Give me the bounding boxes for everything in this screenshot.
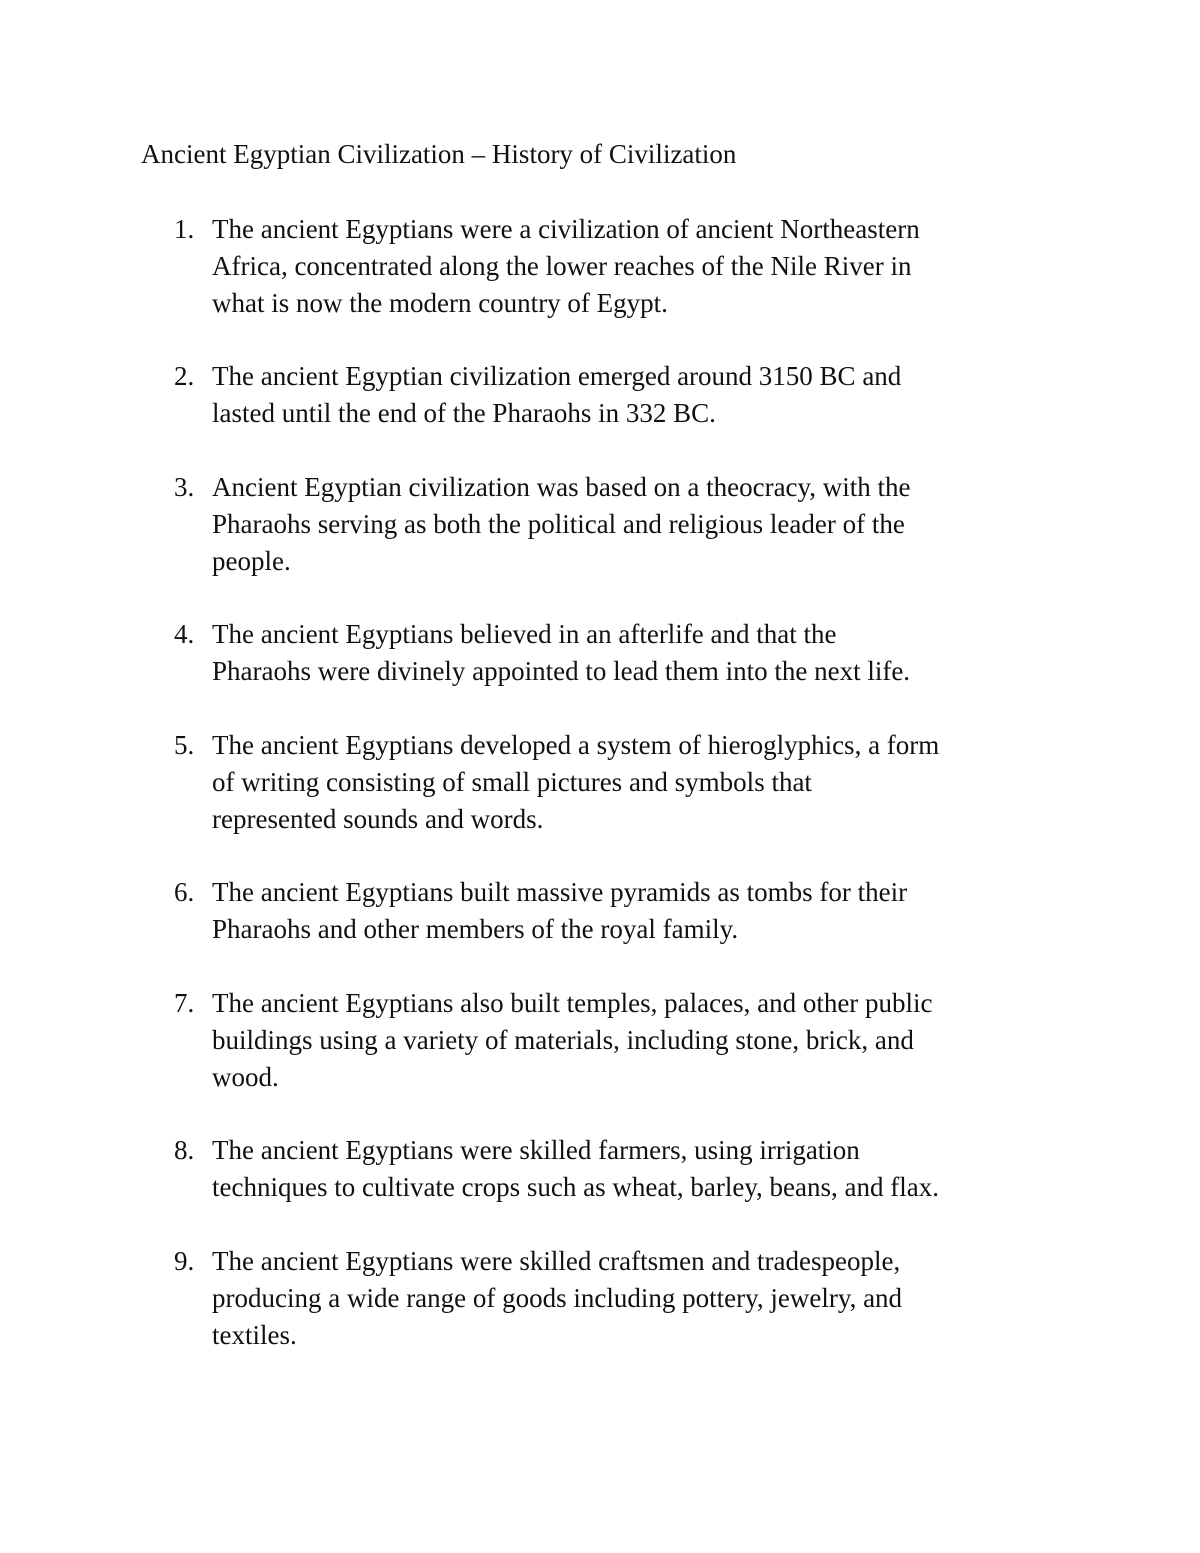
text-line: The ancient Egyptians developed a system of hieroglyphics, a form xyxy=(212,730,940,760)
text-line: represented sounds and words. xyxy=(212,804,544,834)
list-item-text xyxy=(212,1243,1092,1354)
text-line: Ancient Egyptian civilization was based on a theocracy, with the xyxy=(212,472,911,502)
list-item-number: 1. xyxy=(174,214,195,244)
text-line: what is now the modern country of Egypt. xyxy=(212,288,668,318)
text-line: wood. xyxy=(212,1062,279,1092)
list-item-text xyxy=(212,874,1092,948)
list-item-text xyxy=(212,469,1092,580)
text-line: Pharaohs were divinely appointed to lead them into the next life. xyxy=(212,656,911,686)
text-line: lasted until the end of the Pharaohs in 332 BC. xyxy=(212,398,716,428)
text-line: The ancient Egyptians built massive pyramids as tombs for their xyxy=(212,877,908,907)
text-line: Pharaohs and other members of the royal family. xyxy=(212,914,739,944)
list-item-text xyxy=(212,616,1092,690)
text-line: Pharaohs serving as both the political and religious leader of the xyxy=(212,509,905,539)
document-title: Ancient Egyptian Civilization – History of Civilization xyxy=(141,139,737,169)
text-line: The ancient Egyptians were a civilization of ancient Northeastern xyxy=(212,214,920,244)
list-item-text xyxy=(212,1132,1092,1206)
text-line: textiles. xyxy=(212,1320,297,1350)
text-line: techniques to cultivate crops such as wheat, barley, beans, and flax. xyxy=(212,1172,939,1202)
list-item-number: 5. xyxy=(174,730,195,760)
list-item-text xyxy=(212,727,1092,838)
text-line: The ancient Egyptians believed in an afterlife and that the xyxy=(212,619,837,649)
list-item-number: 2. xyxy=(174,361,195,391)
list-item-text xyxy=(212,211,1092,322)
text-line: buildings using a variety of materials, including stone, brick, and xyxy=(212,1025,914,1055)
text-line: Africa, concentrated along the lower reaches of the Nile River in xyxy=(212,251,912,281)
text-line: The ancient Egyptian civilization emerged around 3150 BC and xyxy=(212,361,902,391)
list-item-number: 8. xyxy=(174,1135,195,1165)
list-item-number: 7. xyxy=(174,988,195,1018)
list-item-number: 6. xyxy=(174,877,195,907)
text-line: The ancient Egyptians also built temples, palaces, and other public xyxy=(212,988,933,1018)
text-line: The ancient Egyptians were skilled farmers, using irrigation xyxy=(212,1135,860,1165)
list-item-number: 4. xyxy=(174,619,195,649)
list-item-number: 9. xyxy=(174,1246,195,1276)
text-line: of writing consisting of small pictures and symbols that xyxy=(212,767,812,797)
list-item-number: 3. xyxy=(174,472,195,502)
text-line: people. xyxy=(212,546,291,576)
list-item-text xyxy=(212,985,1092,1096)
list-item-text xyxy=(212,358,1092,432)
text-line: The ancient Egyptians were skilled craftsmen and tradespeople, xyxy=(212,1246,901,1276)
text-line: producing a wide range of goods including pottery, jewelry, and xyxy=(212,1283,903,1313)
